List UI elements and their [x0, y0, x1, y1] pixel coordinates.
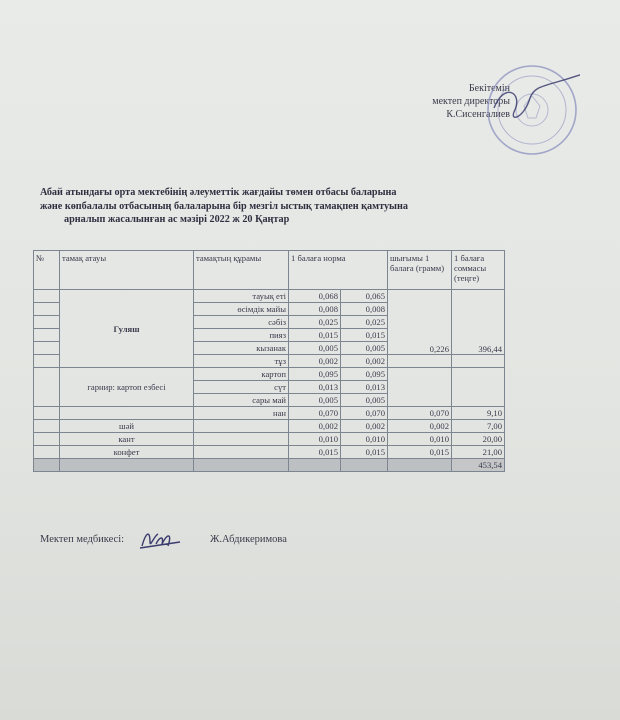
table-row	[34, 433, 505, 446]
dish-name: конфет	[60, 446, 194, 459]
norm-value: 0,013	[289, 381, 341, 394]
title-line-1: Абай атындағы орта мектебінің әлеуметтік жағдайы төмен отбасы баларына	[40, 187, 397, 198]
consumption-value: 0,010	[388, 433, 452, 446]
consumption-value: 0,070	[388, 407, 452, 420]
ingredient: тауық еті	[194, 290, 289, 303]
norm-value: 0,005	[341, 342, 388, 355]
dish-name: кант	[60, 433, 194, 446]
approval-line-3: К.Сисенгалиев	[446, 109, 510, 120]
table-row	[34, 420, 505, 433]
approval-line-1: Бекітемін	[468, 83, 510, 94]
ingredient: сәбіз	[194, 316, 289, 329]
price-value: 9,10	[452, 407, 505, 420]
header-consumption: шығымы 1 балаға (грамм)	[388, 251, 452, 290]
norm-value: 0,015	[341, 446, 388, 459]
total-value: 453,54	[452, 459, 505, 472]
approval-line-2: мектеп директоры	[432, 96, 510, 107]
dish-garnish: гарнир: картоп езбесі	[60, 368, 194, 407]
ingredient: картоп	[194, 368, 289, 381]
norm-value: 0,005	[289, 394, 341, 407]
ingredient: сүт	[194, 381, 289, 394]
norm-value: 0,025	[341, 316, 388, 329]
dish-gulyash: Гуляш	[60, 290, 194, 368]
header-food: тамақ атауы	[60, 251, 194, 290]
title-line-2: және көпбалалы отбасының балаларына бір мезгіл ыстық тамақпен қамтуына	[40, 200, 408, 212]
gulyash-consumption: 0,226	[388, 290, 452, 355]
norm-value: 0,010	[289, 433, 341, 446]
signature-icon	[138, 526, 182, 552]
ingredient: пияз	[194, 329, 289, 342]
header-norm: 1 балаға норма	[289, 251, 388, 290]
norm-value: 0,070	[341, 407, 388, 420]
table-row	[34, 290, 505, 303]
norm-value: 0,010	[341, 433, 388, 446]
norm-value: 0,008	[341, 303, 388, 316]
norm-value: 0,070	[289, 407, 341, 420]
norm-value: 0,002	[289, 420, 341, 433]
gulyash-price: 396,44	[452, 290, 505, 355]
norm-value: 0,095	[341, 368, 388, 381]
norm-value: 0,015	[341, 329, 388, 342]
table-header-row	[34, 251, 505, 290]
ingredient: сары май	[194, 394, 289, 407]
norm-value: 0,068	[289, 290, 341, 303]
price-value: 21,00	[452, 446, 505, 459]
norm-value: 0,013	[341, 381, 388, 394]
menu-table	[33, 250, 505, 472]
header-no: №	[34, 251, 60, 290]
price-value: 20,00	[452, 433, 505, 446]
table-row	[34, 368, 505, 381]
consumption-value: 0,002	[388, 420, 452, 433]
norm-value: 0,002	[341, 420, 388, 433]
table-row	[34, 407, 505, 420]
ingredient: тұз	[194, 355, 289, 368]
header-price: 1 балаға соммасы (теңге)	[452, 251, 505, 290]
dish-name: шәй	[60, 420, 194, 433]
norm-value: 0,015	[289, 329, 341, 342]
round-stamp-icon	[484, 62, 580, 158]
norm-value: 0,065	[341, 290, 388, 303]
nurse-label: Мектеп медбикесі:	[40, 534, 125, 545]
ingredient: нан	[194, 407, 289, 420]
header-composition: тамақтың құрамы	[194, 251, 289, 290]
ingredient: кызанак	[194, 342, 289, 355]
norm-value: 0,095	[289, 368, 341, 381]
norm-value: 0,008	[289, 303, 341, 316]
table-row	[34, 446, 505, 459]
consumption-value: 0,015	[388, 446, 452, 459]
norm-value: 0,025	[289, 316, 341, 329]
total-row	[34, 459, 505, 472]
norm-value: 0,015	[289, 446, 341, 459]
norm-value: 0,002	[289, 355, 341, 368]
ingredient: өсімдік майы	[194, 303, 289, 316]
menu-title	[40, 186, 500, 227]
norm-value: 0,002	[341, 355, 388, 368]
norm-value: 0,005	[289, 342, 341, 355]
norm-value: 0,005	[341, 394, 388, 407]
title-line-3: арналып жасалынған ас мәзірі 2022 ж 20 Қаңтар	[64, 214, 290, 225]
nurse-name: Ж.Абдикеримова	[210, 534, 287, 545]
price-value: 7,00	[452, 420, 505, 433]
